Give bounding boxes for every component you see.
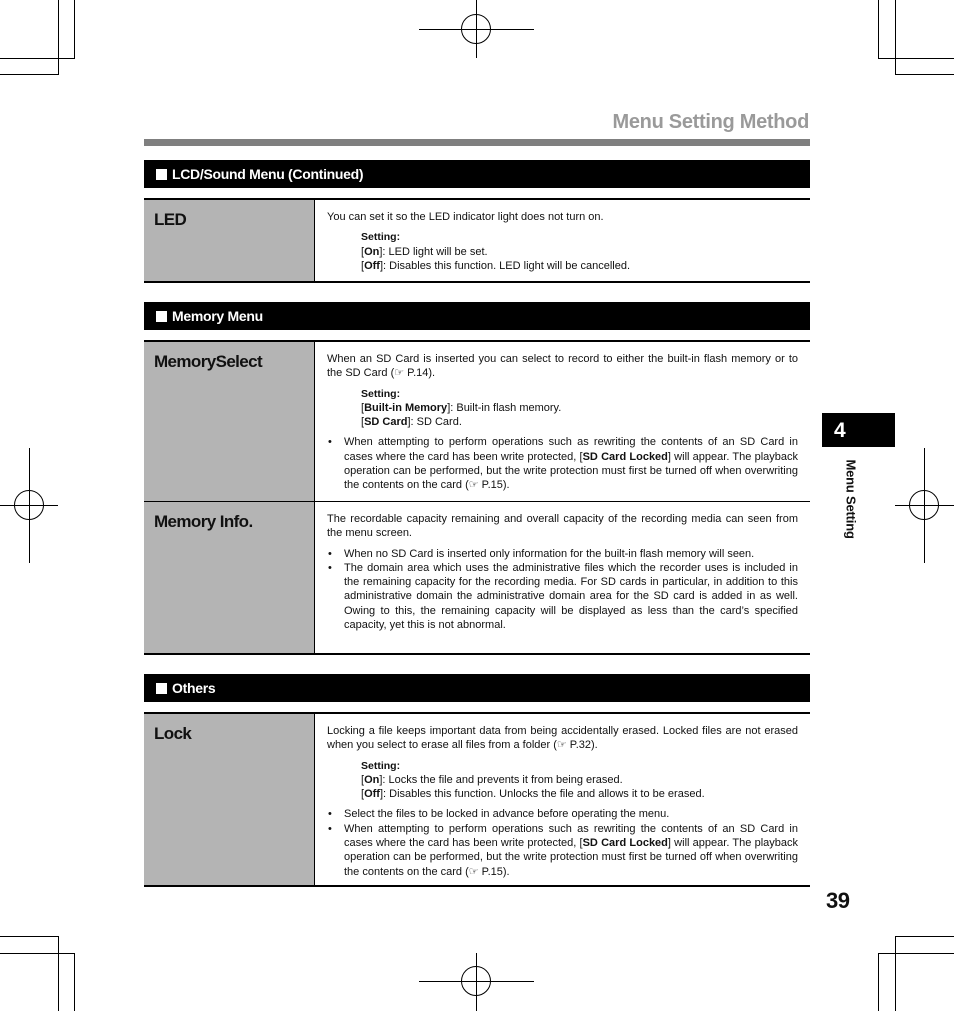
row-label: Memory Info.	[144, 502, 315, 653]
table-row-memoryselect	[144, 342, 810, 501]
setting-label: Setting:	[361, 759, 401, 772]
list-item: • When attempting to perform operations such as rewriting the contents of an SD Card in cases where the card has been write protected, [SD Card Locked] will appear. The playback operation can be performed, but the write protection must first be turned off when overwriting the contents on the card (☞ P.15).	[327, 435, 798, 492]
section-heading-others: Others	[144, 674, 810, 702]
page-number: 39	[826, 888, 850, 913]
row-intro: The recordable capacity remaining and overall capacity of the recording media can seen from the menu screen.	[327, 513, 798, 540]
setting-option: [SD Card]: SD Card.	[361, 416, 462, 429]
setting-block	[361, 759, 798, 802]
chapter-tab	[822, 413, 895, 447]
square-bullet-icon	[156, 169, 167, 180]
setting-option: [Built-in Memory]: Built-in flash memory.	[361, 401, 562, 414]
note-list	[327, 807, 798, 878]
chapter-title-vertical: Menu Setting	[843, 459, 859, 539]
row-intro: Locking a file keeps important data from being accidentally erased. Locked files are not erased when you select to erase all files from a folder (☞ P.32).	[327, 725, 798, 752]
lcd-sound-table	[144, 198, 810, 283]
table-row-led	[144, 200, 810, 281]
chapter-number: 4	[834, 419, 846, 442]
setting-option: [Off]: Disables this function. Unlocks the file and allows it to be erased.	[361, 788, 705, 801]
row-content	[315, 200, 810, 281]
others-table	[144, 712, 810, 887]
page-title: Menu Setting Method	[612, 111, 809, 133]
list-item: • Select the files to be locked in advance before operating the menu.	[327, 807, 798, 821]
square-bullet-icon	[156, 683, 167, 694]
row-label: MemorySelect	[144, 342, 315, 501]
setting-block	[361, 230, 798, 273]
note-list	[327, 435, 798, 492]
title-rule	[144, 139, 810, 146]
row-intro: When an SD Card is inserted you can select to record to either the built-in flash memory or to the SD Card (☞ P.14).	[327, 353, 798, 380]
note-list	[327, 547, 798, 633]
setting-block	[361, 387, 798, 430]
table-row-memory-info	[144, 501, 810, 653]
row-content	[315, 502, 810, 653]
section-heading-memory-menu: Memory Menu	[144, 302, 810, 330]
row-label: LED	[144, 200, 315, 281]
list-item: • The domain area which uses the administrative files which the recorder uses is included in the remaining capacity for the recording media. For SD cards in particular, in addition to this administrative domain the administrative domain area for the SD card is added in as well. Owing to this, the remaining capacity will be displayed as less than the card’s specified capacity, yet this is not abnormal.	[327, 561, 798, 632]
memory-menu-table	[144, 340, 810, 655]
list-item: • When no SD Card is inserted only information for the built-in flash memory will seen.	[327, 547, 798, 561]
setting-option: [On]: Locks the file and prevents it from being erased.	[361, 773, 623, 786]
setting-option: [Off]: Disables this function. LED light will be cancelled.	[361, 259, 631, 272]
row-content	[315, 342, 810, 501]
setting-option: [On]: LED light will be set.	[361, 245, 488, 258]
row-intro: You can set it so the LED indicator light does not turn on.	[327, 211, 604, 223]
row-content	[315, 714, 810, 885]
table-row-lock	[144, 714, 810, 885]
square-bullet-icon	[156, 311, 167, 322]
setting-label: Setting:	[361, 387, 401, 400]
section-heading-lcd-sound: LCD/Sound Menu (Continued)	[144, 160, 810, 188]
setting-label: Setting:	[361, 231, 401, 244]
list-item: • When attempting to perform operations such as rewriting the contents of an SD Card in cases where the card has been write protected, [SD Card Locked] will appear. The playback operation can be performed, but the write protection must first be turned off when overwriting the contents on the card (☞ P.15).	[327, 822, 798, 879]
row-label: Lock	[144, 714, 315, 885]
